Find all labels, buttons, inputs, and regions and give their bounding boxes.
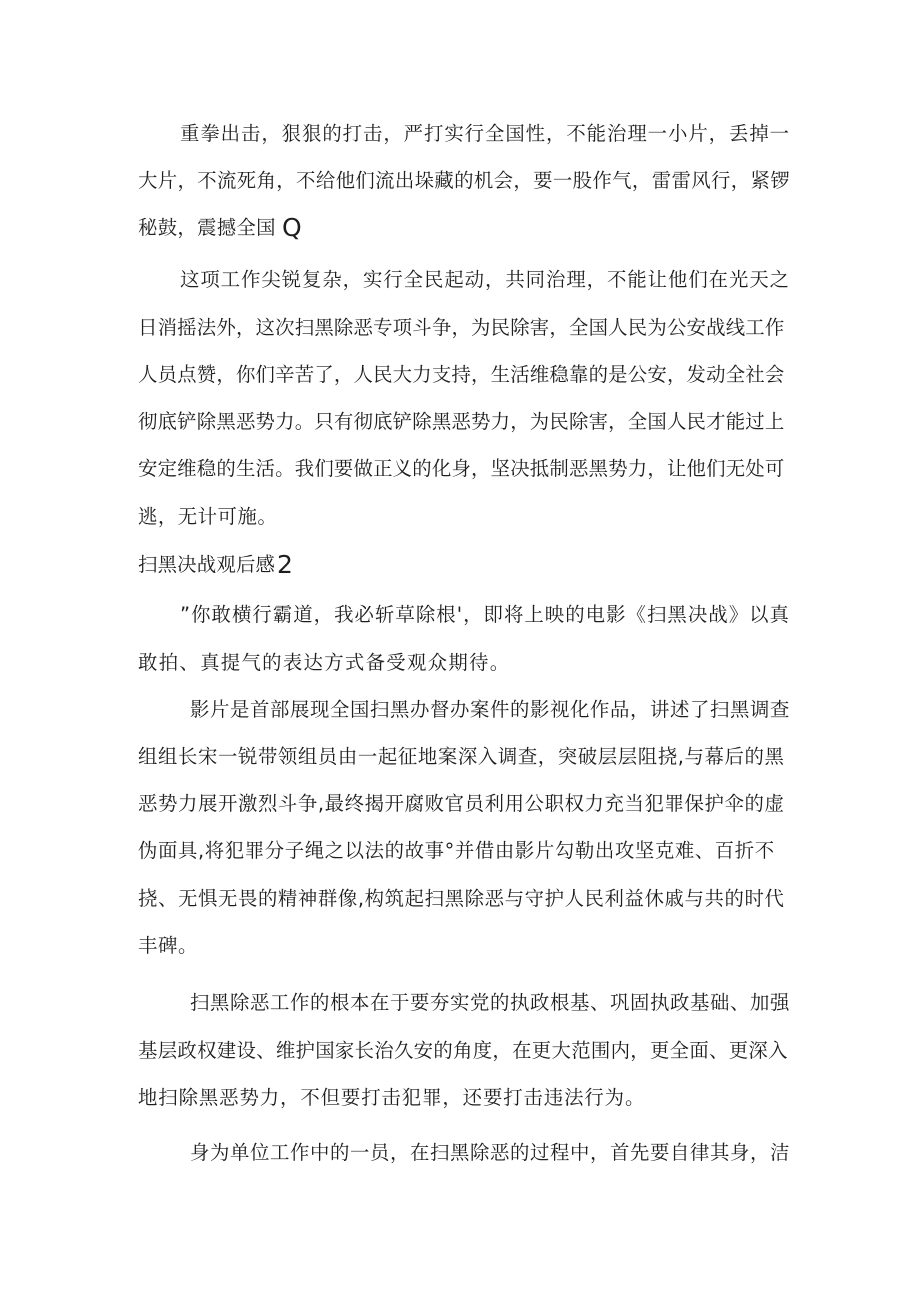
paragraph-4-line-6 xyxy=(0,928,920,964)
text-line: 秘鼓，震撼全国 xyxy=(138,216,276,239)
paragraph-4-line-3 xyxy=(0,786,920,822)
text-line: 敢拍、真提气的表达方式备受观众期待。 xyxy=(138,651,511,674)
text-line: 大片，不流死角，不给他们流出垛藏的机会，要一股作气，雷雷风行，紧锣 xyxy=(138,169,790,192)
text-line: 这项工作尖锐复杂，实行全民起动，共同治理，不能让他们在光天之 xyxy=(180,268,790,291)
paragraph-1-line-2 xyxy=(0,163,920,199)
text-line: 身为单位工作中的一员，在扫黑除恶的过程中，首先要自律其身，洁 xyxy=(190,1141,790,1164)
paragraph-5-line-2 xyxy=(0,1033,920,1069)
paragraph-2-line-3 xyxy=(0,357,920,393)
paragraph-2-line-6 xyxy=(0,499,920,535)
paragraph-3-line-2 xyxy=(0,645,920,681)
text-line: 人员点赞，你们辛苦了，人民大力支持，生活维稳靠的是公安，发动全社会 xyxy=(138,363,785,386)
paragraph-4-line-4 xyxy=(0,833,920,869)
paragraph-5-line-3 xyxy=(0,1080,920,1116)
paragraph-2-line-4 xyxy=(0,404,920,440)
paragraph-2-line-1 xyxy=(0,262,920,298)
paragraph-2-line-2 xyxy=(0,310,920,346)
text-line: 安定维稳的生活。我们要做正义的化身，坚决抵制恶黑势力，让他们无处可 xyxy=(138,457,785,480)
paragraph-2-line-5 xyxy=(0,451,920,487)
text-line: 地扫除黑恶势力，不但要打击犯罪，还要打击违法行为。 xyxy=(138,1086,646,1109)
paragraph-4-line-2 xyxy=(0,739,920,775)
heading-number: 2 xyxy=(277,550,293,579)
text-line: 影片是首部展现全国扫黑办督办案件的影视化作品，讲述了扫黑调查 xyxy=(190,698,790,721)
paragraph-5-line-1 xyxy=(0,985,920,1021)
text-line: 组组长宋一锐带领组员由一起征地案深入调查，突破层层阻挠,与幕后的黑 xyxy=(138,745,785,768)
text-line: ”你敢横行霸道，我必斩草除根'，即将上映的电影《扫黑决战》以真 xyxy=(180,603,790,626)
paragraph-4-line-1 xyxy=(0,692,920,728)
text-line: 扫黑除恶工作的根本在于要夯实党的执政根基、巩固执政基础、加强 xyxy=(190,991,790,1014)
text-line: 丰碑。 xyxy=(138,934,198,957)
section-heading xyxy=(0,547,920,583)
paragraph-3-line-1 xyxy=(0,597,920,633)
paragraph-1-line-1 xyxy=(0,116,920,152)
paragraph-1-line-3 xyxy=(0,210,920,246)
text-line: 恶势力展开激烈斗争,最终揭开腐败官员利用公职权力充当犯罪保护伞的虚 xyxy=(138,792,785,815)
text-line: 伪面具,将犯罪分子绳之以法的故事°并借由影片勾勒出攻坚克难、百折不 xyxy=(138,839,775,862)
paragraph-4-line-5 xyxy=(0,881,920,917)
text-line: 日消摇法外，这次扫黑除恶专项斗争，为民除害，全国人民为公安战线工作 xyxy=(138,316,785,339)
text-line: 重拳出击，狠狠的打击，严打实行全国性，不能治理一小片，丢掉一 xyxy=(180,122,790,145)
text-line: 基层政权建设、维护国家长治久安的角度，在更大范围内，更全面、更深入 xyxy=(138,1039,788,1062)
heading-text: 扫黑决战观后感 xyxy=(138,553,276,576)
text-line: 彻底铲除黑恶势力。只有彻底铲除黑恶势力，为民除害，全国人民才能过上 xyxy=(138,410,785,433)
text-line: 挠、无惧无畏的精神群像,构筑起扫黑除恶与守护人民利益休戚与共的时代 xyxy=(138,887,785,910)
paragraph-6-line-1 xyxy=(0,1135,920,1171)
text-line: 逃，无计可施。 xyxy=(138,505,278,528)
trailing-glyph: Q xyxy=(282,213,302,242)
